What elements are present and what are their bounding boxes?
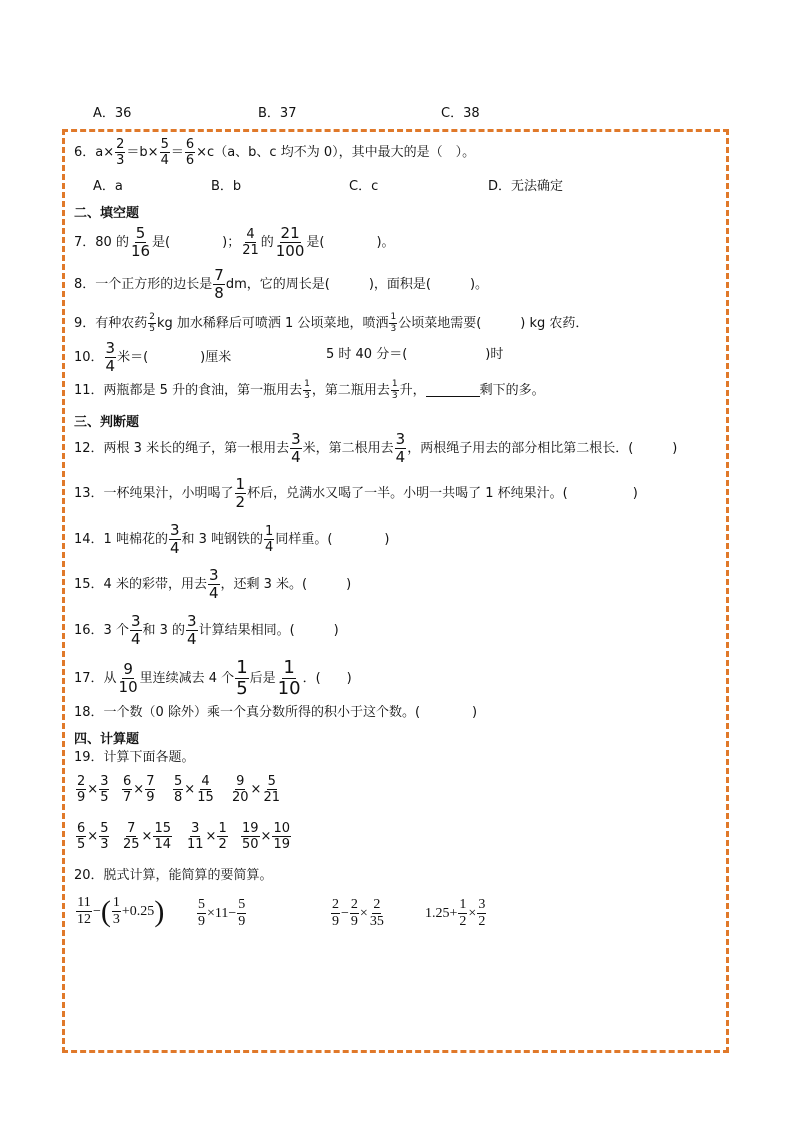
left-paren: ( (100, 894, 111, 928)
q6-option-a: A．a (93, 179, 123, 194)
fraction: $\frac{3}{4}$ (130, 612, 141, 648)
question-8 (74, 268, 488, 301)
question-7 (74, 226, 395, 259)
q10-part-2: 5 时 40 分＝( )时 (326, 347, 504, 362)
fraction: $\frac{5}{16}$ (130, 224, 151, 260)
question-11 (74, 380, 545, 401)
calc-item (185, 822, 240, 851)
q11-text: 11．两瓶都是 5 升的食油，第一瓶用去 (74, 383, 303, 398)
expression-4 (425, 898, 487, 929)
fraction: $\frac{1}{10}$ (277, 657, 301, 699)
fraction: $\frac{19}{50}$ (242, 821, 259, 852)
calc-row-2 (75, 822, 300, 851)
fraction: $\frac{2}{5}$ (149, 312, 156, 334)
section-heading-true-false: 三、判断题 (74, 415, 140, 430)
calc-item (75, 822, 121, 851)
q10-text: 10． (74, 350, 104, 365)
times-sign: × (133, 782, 145, 797)
q11-text: ，第二瓶用去 (311, 383, 390, 398)
fraction: $\frac{5}{4}$ (160, 137, 169, 168)
fraction: $\frac{1}{2}$ (459, 897, 467, 929)
q17-text: 17．从 (74, 671, 117, 686)
q15-text: 15．4 米的彩带，用去 (74, 577, 207, 592)
calc-item (230, 775, 290, 804)
fraction: $\frac{9}{20}$ (232, 774, 249, 805)
section-heading-calculation: 四、计算题 (74, 732, 140, 747)
option-a: A．36 (93, 106, 132, 121)
q11-text: 升， (399, 383, 426, 398)
q14-text: 同样重。( ) (275, 532, 390, 547)
operator: +0.25 (121, 903, 155, 919)
question-9 (74, 313, 588, 334)
question-13 (74, 477, 638, 510)
fraction: $\frac{3}{11}$ (187, 821, 204, 852)
fraction: $\frac{7}{9}$ (146, 774, 155, 805)
times-sign: × (205, 829, 217, 844)
q17-text: 里连续减去 4 个 (139, 671, 235, 686)
fraction: $\frac{1}{2}$ (235, 475, 246, 511)
q6-text: ＝b× (126, 145, 159, 160)
calc-item (121, 822, 185, 851)
fraction: $\frac{6}{6}$ (185, 137, 195, 168)
fraction: $\frac{4}{15}$ (197, 774, 214, 805)
times-sign: × (260, 829, 272, 844)
q9-text: 公顷菜地需要( ) kg 农药． (398, 316, 589, 331)
fraction: $\frac{2}{35}$ (369, 897, 384, 929)
operator: − (93, 903, 101, 919)
times-sign: × (141, 829, 153, 844)
q6-option-d: D．无法确定 (488, 179, 564, 194)
fraction: $\frac{5}{21}$ (263, 774, 280, 805)
q7-text: 是( )。 (306, 235, 395, 250)
fraction: $\frac{3}{4}$ (291, 430, 301, 466)
fraction: $\frac{2}{3}$ (116, 137, 125, 168)
q6-text: ＝ (170, 145, 184, 160)
option-c: C．38 (441, 106, 480, 121)
operator: ×11− (207, 905, 237, 921)
q17-text: ．( ) (302, 671, 352, 686)
question-18: 18．一个数（0 除外）乘一个真分数所得的积小于这个数。( ) (74, 705, 478, 720)
q16-text: 和 3 的 (142, 623, 186, 638)
q7-text: 7．80 的 (74, 235, 129, 250)
fraction: $\frac{1}{5}$ (236, 657, 248, 699)
answer-blank[interactable] (426, 384, 480, 397)
fraction: $\frac{3}{5}$ (100, 774, 109, 805)
q7-text: 是( )； (152, 235, 241, 250)
fraction: $\frac{1}{2}$ (218, 821, 227, 852)
q12-text: 米，第二根用去 (302, 441, 394, 456)
option-b: B．37 (258, 106, 297, 121)
fraction: $\frac{6}{7}$ (123, 774, 132, 805)
fraction: $\frac{3}{4}$ (208, 566, 219, 602)
fraction: $\frac{3}{4}$ (395, 430, 406, 466)
calc-item (172, 775, 230, 804)
fraction: $\frac{5}{9}$ (198, 897, 205, 929)
fraction: $\frac{4}{21}$ (242, 227, 259, 258)
fraction: $\frac{1}{3}$ (112, 895, 120, 927)
fraction: $\frac{1}{4}$ (265, 524, 274, 555)
fraction: $\frac{3}{4}$ (169, 521, 180, 557)
question-14 (74, 523, 389, 556)
q11-text: 剩下的多。 (479, 383, 545, 398)
question-19: 19．计算下面各题。 (74, 750, 195, 765)
fraction: $\frac{2}{9}$ (332, 897, 339, 929)
q7-text: 的 (260, 235, 274, 250)
operator: × (468, 905, 477, 921)
fraction: $\frac{7}{8}$ (214, 266, 224, 302)
fraction: $\frac{6}{5}$ (77, 821, 86, 852)
fraction: $\frac{9}{10}$ (118, 660, 138, 696)
calc-row-1 (75, 775, 290, 804)
fraction: $\frac{3}{4}$ (105, 339, 116, 375)
section-heading-fill-blank: 二、填空题 (74, 206, 140, 221)
question-15 (74, 568, 351, 601)
operator: − (341, 905, 349, 921)
times-sign: × (184, 782, 196, 797)
question-20: 20．脱式计算，能简算的要简算。 (74, 868, 273, 883)
q8-text: 8．一个正方形的边长是 (74, 277, 213, 292)
q6-option-c: C．c (349, 179, 379, 194)
fraction: $\frac{1}{3}$ (391, 379, 398, 401)
q6-text: ×c（a、b、c 均不为 0），其中最大的是（ ）。 (196, 145, 476, 160)
expression-2 (196, 898, 247, 929)
fraction: $\frac{1}{3}$ (304, 379, 310, 401)
fraction: $\frac{7}{25}$ (123, 821, 140, 852)
fraction: $\frac{2}{9}$ (77, 774, 86, 805)
q17-text: 后是 (249, 671, 276, 686)
q13-text: 杯后，兑满水又喝了一半。小明一共喝了 1 杯纯果汁。( ) (247, 486, 638, 501)
question-6 (74, 138, 475, 167)
q13-text: 13．一杯纯果汁，小明喝了 (74, 486, 234, 501)
question-16 (74, 614, 339, 647)
fraction: $\frac{15}{14}$ (154, 821, 171, 852)
calc-item (240, 822, 300, 851)
q12-text: ，两根绳子用去的部分相比第二根长．( ) (407, 441, 678, 456)
operand: 1.25+ (425, 905, 458, 921)
q14-text: 和 3 吨钢铁的 (181, 532, 264, 547)
fraction: $\frac{5}{3}$ (100, 821, 109, 852)
calc-item (121, 775, 172, 804)
fraction: $\frac{2}{9}$ (350, 897, 358, 929)
q16-text: 16．3 个 (74, 623, 129, 638)
fraction: $\frac{5}{8}$ (174, 774, 183, 805)
question-12 (74, 432, 677, 465)
calc-item (75, 775, 121, 804)
q8-text: dm，它的周长是( )，面积是( )。 (225, 277, 489, 292)
fraction: $\frac{10}{19}$ (273, 821, 290, 852)
question-10 (74, 341, 231, 374)
q9-text: kg 加水稀释后可喷洒 1 公顷菜地，喷洒 (157, 316, 389, 331)
fraction: $\frac{3}{4}$ (187, 612, 197, 648)
operator: × (359, 905, 368, 921)
times-sign: × (250, 782, 262, 797)
fraction: $\frac{1}{3}$ (390, 312, 397, 334)
q15-text: ，还剩 3 米。( ) (220, 577, 352, 592)
right-paren: ) (154, 894, 165, 928)
times-sign: × (87, 782, 99, 797)
q10-text: 米＝( )厘米 (117, 350, 232, 365)
fraction: $\frac{5}{9}$ (238, 897, 246, 929)
q12-text: 12．两根 3 米长的绳子，第一根用去 (74, 441, 290, 456)
fraction: $\frac{11}{12}$ (77, 895, 91, 927)
q6-prefix: 6．a× (74, 145, 115, 160)
q16-text: 计算结果相同。( ) (198, 623, 339, 638)
expression-3 (330, 898, 386, 929)
fraction: $\frac{21}{100}$ (275, 224, 305, 260)
times-sign: × (87, 829, 99, 844)
q6-option-b: B．b (211, 179, 242, 194)
q9-text: 9．有种农药 (74, 316, 148, 331)
fraction: $\frac{3}{2}$ (478, 897, 486, 929)
question-17 (74, 659, 352, 698)
expression-1 (75, 896, 164, 927)
q14-text: 14．1 吨棉花的 (74, 532, 168, 547)
